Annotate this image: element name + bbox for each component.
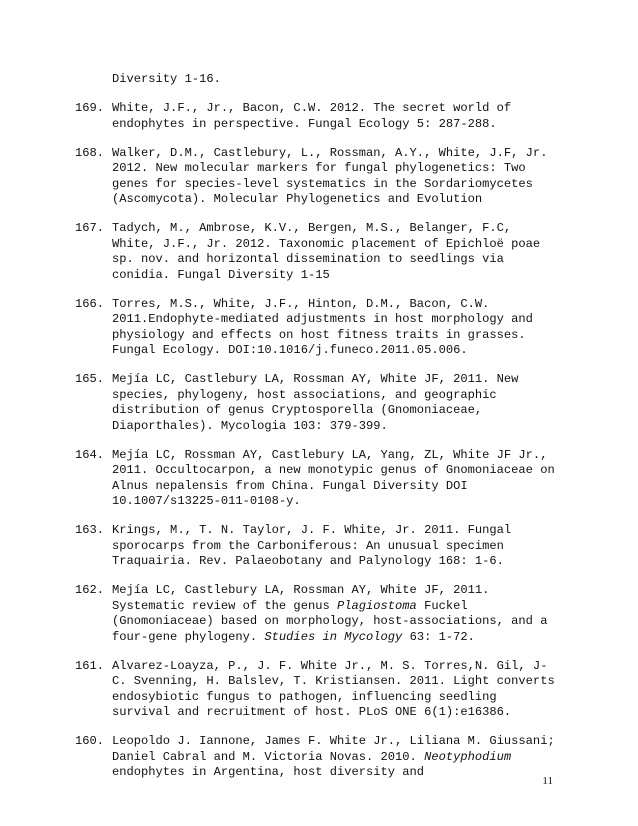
reference-item <box>75 659 555 721</box>
reference-text <box>112 523 555 570</box>
reference-number: 167. <box>75 221 105 235</box>
reference-segment: Mejía LC, Castlebury LA, Rossman AY, White JF, 2011. Systematic review of the genus <box>112 583 490 613</box>
reference-number: 160. <box>75 734 105 748</box>
reference-segment: Fuckel (Gnomoniaceae) based on morphology, host-associations, and a four-gene phylogeny. <box>112 598 548 644</box>
reference-number: 169. <box>75 101 105 115</box>
reference-segment: Leopoldo J. Iannone, James F. White Jr., Liliana M. Giussani; Daniel Cabral and M. Victoria Novas. 2010. <box>112 734 555 764</box>
reference-text <box>112 734 555 781</box>
reference-item <box>75 448 555 510</box>
reference-text <box>112 372 555 434</box>
reference-item <box>75 734 555 781</box>
reference-number: 163. <box>75 523 105 537</box>
reference-segment: Tadych, M., Ambrose, K.V., Bergen, M.S., Belanger, F.C, White, J.F., Jr. 2012. Taxonomic placement of Epichloë poae sp. nov. and horizontal dissemination to seedlings via conidia. Fungal Diversity 1-15 <box>112 221 541 282</box>
reference-text <box>112 583 555 645</box>
reference-number: 162. <box>75 583 105 597</box>
reference-segment: Krings, M., T. N. Taylor, J. F. White, Jr. 2011. Fungal sporocarps from the Carboniferous: An unusual specimen Traquairia. Rev. Palaeobotany and Palynology 168: 1-6. <box>112 523 512 568</box>
reference-segment: endophytes in Argentina, host diversity and <box>112 765 425 779</box>
reference-number: 168. <box>75 145 105 160</box>
reference-item <box>75 297 555 359</box>
reference-segment: Walker, D.M., Castlebury, L., Rossman, A.Y., White, J.F, Jr. 2012. New molecular markers for fungal phylogenetics: Two genes for species-level systematics in the Sordariomycetes (Ascomycota). Molecular Phylogenetics and Evolution <box>112 145 548 206</box>
reference-segment: Mejía LC, Castlebury LA, Rossman AY, White JF, 2011. New species, phylogeny, host associations, and geographic distribution of genus Cryptosporella (Gnomoniaceae, Diaporthales). Mycologia 103: 379-399. <box>112 372 519 433</box>
reference-number: 165. <box>75 372 105 386</box>
reference-item <box>75 583 555 645</box>
reference-item <box>75 101 555 132</box>
reference-text <box>112 101 555 132</box>
reference-italic-segment: Plagiostoma <box>336 598 417 613</box>
reference-text <box>112 297 555 359</box>
reference-segment: Mejía LC, Rossman AY, Castlebury LA, Yang, ZL, White JF Jr., 2011. Occultocarpon, a new monotypic genus of Gnomoniaceae on Alnus nepalensis from China. Fungal Diversity DOI 10.1007/s13225-011-0108-y. <box>112 447 555 508</box>
reference-number: 164. <box>75 447 105 462</box>
reference-text <box>112 221 555 283</box>
reference-number: 166. <box>75 296 105 311</box>
reference-number: 161. <box>75 658 105 673</box>
reference-text <box>112 448 555 510</box>
reference-item <box>75 146 555 208</box>
reference-text <box>112 659 555 721</box>
reference-segment: Torres, M.S., White, J.F., Hinton, D.M., Bacon, C.W. 2011.Endophyte-mediated adjustments in host morphology and physiology and effects on host fitness traits in grasses. Fungal Ecology. DOI:10.1016/j.funeco.2011.05.006. <box>112 296 533 357</box>
page-number: 11 <box>542 775 553 787</box>
reference-item <box>75 221 555 283</box>
reference-italic-segment: Studies in Mycology <box>264 629 403 644</box>
reference-italic-segment: Neotyphodium <box>424 749 512 764</box>
reference-item <box>75 372 555 434</box>
continued-reference-text: Diversity 1-16. <box>112 72 221 86</box>
reference-segment: White, J.F., Jr., Bacon, C.W. 2012. The secret world of endophytes in perspective. Fungal Ecology 5: 287-288. <box>112 101 512 131</box>
reference-segment: Alvarez-Loayza, P., J. F. White Jr., M. S. Torres,N. Gil, J-C. Svenning, H. Balslev, T. Kristiansen. 2011. Light converts endosybiotic fungus to pathogen, influencing seedling survival and recruitment of host. PLoS ONE 6(1):e16386. <box>112 658 555 719</box>
reference-item <box>75 523 555 570</box>
reference-text <box>112 146 555 208</box>
reference-list <box>75 101 555 794</box>
reference-segment: 63: 1-72. <box>402 629 475 644</box>
